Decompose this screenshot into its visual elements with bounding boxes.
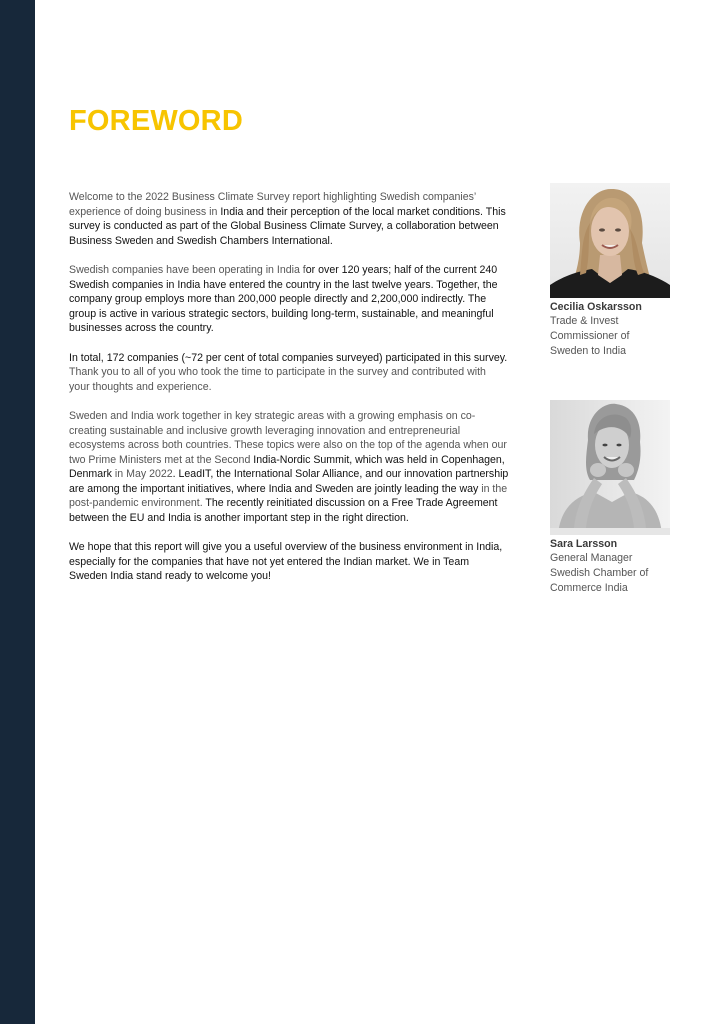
page-title: FOREWORD: [69, 105, 243, 137]
foreword-body: [69, 190, 509, 599]
person-card-cecilia: [550, 183, 675, 359]
p3-seg-1: In total, 172 companies (~72 per cent of total companies surveyed) participated in this survey.: [69, 351, 508, 364]
p2-seg-2: or over 120 years; half of the current 240 Swedish companies in India have entered the country in the last twelve years. Together, the company group employs more than 200,000 people directly and 2,200,000 indirectly. The group is active in various strategic sectors, building long-term, sustainable, and meaningful businesses across the country.: [69, 263, 498, 335]
person-role: Trade & Invest Commissioner of Sweden to India: [550, 315, 630, 357]
p1-seg-1: Welcome to the 2022 Business Climate Survey report highlighting Swedish companies’ experience of doing business in: [69, 191, 476, 218]
paragraph-5: [69, 540, 509, 584]
p4-seg-1: Sweden and India work together in key strategic areas with a growing emphasis on co-creating sustainable and inclusive growth leveraging innovation and entrepreneurial ecosystems across both countries. These topics were also on the top of the agenda when our two Prime Ministers met at the Second: [69, 409, 507, 466]
p4-seg-5: in the post-pandemic environment.: [69, 482, 508, 510]
sidebar-color-bar: [0, 0, 35, 1024]
p3-seg-2: Thank you to all of you who took the time to participate in the survey and contributed with your thoughts and experience.: [69, 366, 486, 393]
paragraph-4: [69, 409, 509, 526]
p4-seg-6: The recently reinitiated discussion on a Free Trade Agreement between the EU and India is another important step in the right direction.: [69, 497, 498, 525]
person-name: Cecilia Oskarsson: [550, 301, 642, 313]
p2-seg-1: Swedish companies have been operating in India f: [69, 263, 306, 276]
p4-seg-4: . LeadIT, the International Solar Alliance, and our innovation partnership are among the important initiatives, where India and Sweden are jointly leading the way: [69, 468, 509, 495]
p1-seg-2: India and their perception of the local market conditions. This survey is conducted as part of the Global Business Climate Survey, a collaboration between Business Sweden and Swedish Chambers International.: [69, 205, 506, 247]
paragraph-2: [69, 263, 509, 336]
p4-seg-2: India-Nordic Summit, which was held in Copenhagen, Denmark: [69, 453, 505, 481]
person-card-sara: [550, 400, 675, 596]
portrait-photo-sara: [550, 400, 670, 535]
paragraph-1: [69, 190, 509, 248]
portrait-photo-cecilia: [550, 183, 670, 298]
p4-seg-3: in May 2022: [111, 468, 173, 481]
person-name: Sara Larsson: [550, 538, 618, 550]
paragraph-3: [69, 351, 509, 395]
p5-seg-1: We hope that this report will give you a useful overview of the business environment in India, especially for the companies that have not yet entered the Indian market. We in Team Sweden India stand ready to welcome you!: [69, 541, 503, 583]
person-role: General Manager Swedish Chamber of Commerce India: [550, 552, 649, 594]
